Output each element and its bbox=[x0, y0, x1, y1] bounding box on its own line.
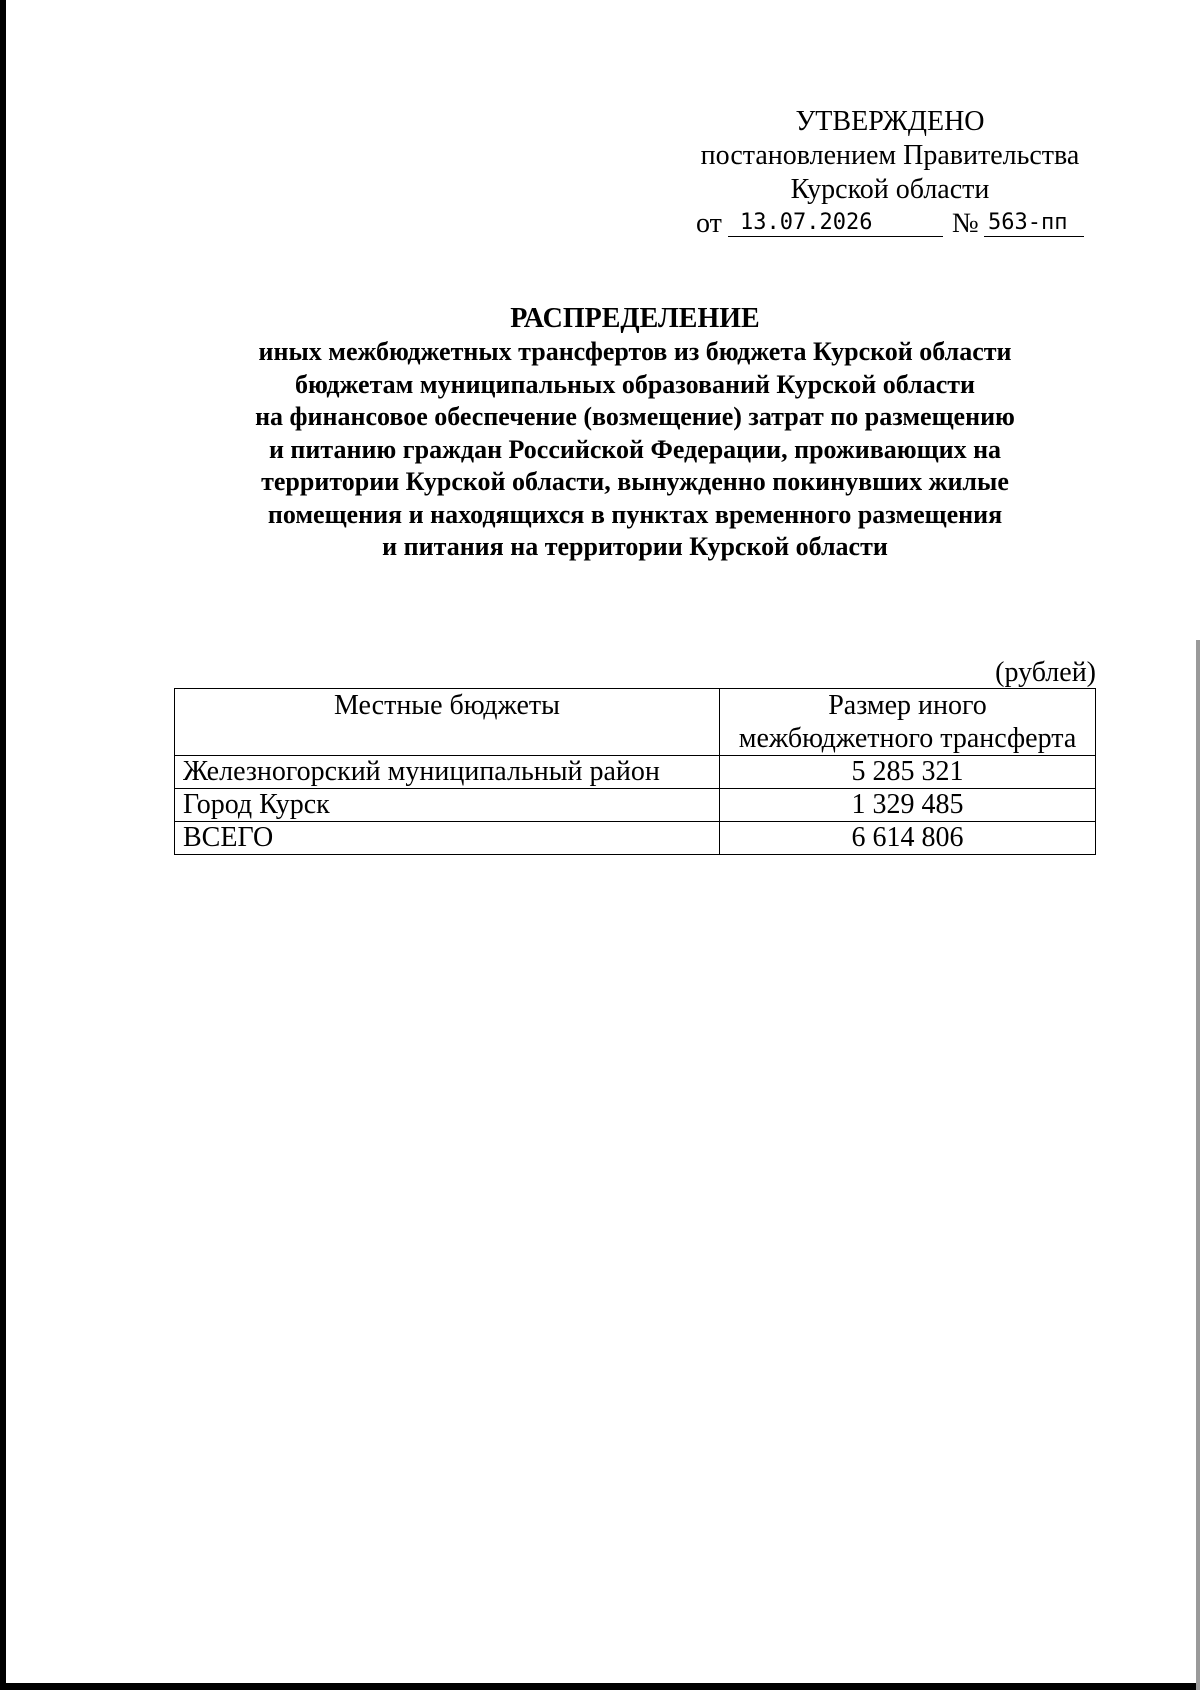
row-name: Город Курск bbox=[175, 789, 720, 822]
title-line: бюджетам муниципальных образований Курской области bbox=[295, 369, 975, 399]
number-prefix: № bbox=[952, 208, 979, 239]
document-title bbox=[170, 302, 1100, 564]
table-row bbox=[175, 756, 1096, 789]
table-row-total bbox=[175, 822, 1096, 855]
header-local-budgets: Местные бюджеты bbox=[175, 689, 720, 756]
title-line: и питания на территории Курской области bbox=[382, 532, 888, 561]
decree-date: 13.07.2026 bbox=[728, 209, 943, 237]
row-amount: 5 285 321 bbox=[720, 756, 1096, 789]
scan-edge-bottom bbox=[0, 1683, 1200, 1690]
row-name: ВСЕГО bbox=[175, 822, 720, 855]
title-line: на финансовое обеспечение (возмещение) затрат по размещению bbox=[255, 402, 1015, 431]
title-line: и питанию граждан Российской Федерации, проживающих на bbox=[268, 434, 1002, 464]
scan-edge-left bbox=[0, 0, 6, 1690]
date-prefix: от bbox=[696, 208, 722, 239]
row-name: Железногорский муниципальный район bbox=[175, 756, 720, 789]
table-header-row bbox=[175, 689, 1096, 756]
title-line: иных межбюджетных трансфертов из бюджета Курской области bbox=[258, 337, 1012, 366]
title-line: помещения и находящихся в пунктах временного размещения bbox=[267, 499, 1003, 529]
approval-stamp bbox=[690, 105, 1090, 239]
distribution-table bbox=[174, 688, 1096, 855]
decree-number: 563-пп bbox=[984, 209, 1084, 237]
row-amount: 6 614 806 bbox=[720, 822, 1096, 855]
scan-edge-right bbox=[1196, 640, 1200, 1690]
approval-line: постановлением Правительства bbox=[700, 140, 1080, 171]
approval-line: Курской области bbox=[790, 174, 990, 205]
units-label: (рублей) bbox=[995, 657, 1096, 688]
table-row bbox=[175, 789, 1096, 822]
approval-line: УТВЕРЖДЕНО bbox=[795, 106, 985, 137]
title-line: территории Курской области, вынужденно покинувших жилые bbox=[261, 467, 1009, 496]
approval-date-line bbox=[690, 207, 1090, 241]
header-transfer-amount: Размер иного межбюджетного трансферта bbox=[720, 689, 1096, 756]
row-amount: 1 329 485 bbox=[720, 789, 1096, 822]
title-main: РАСПРЕДЕЛЕНИЕ bbox=[510, 303, 760, 334]
